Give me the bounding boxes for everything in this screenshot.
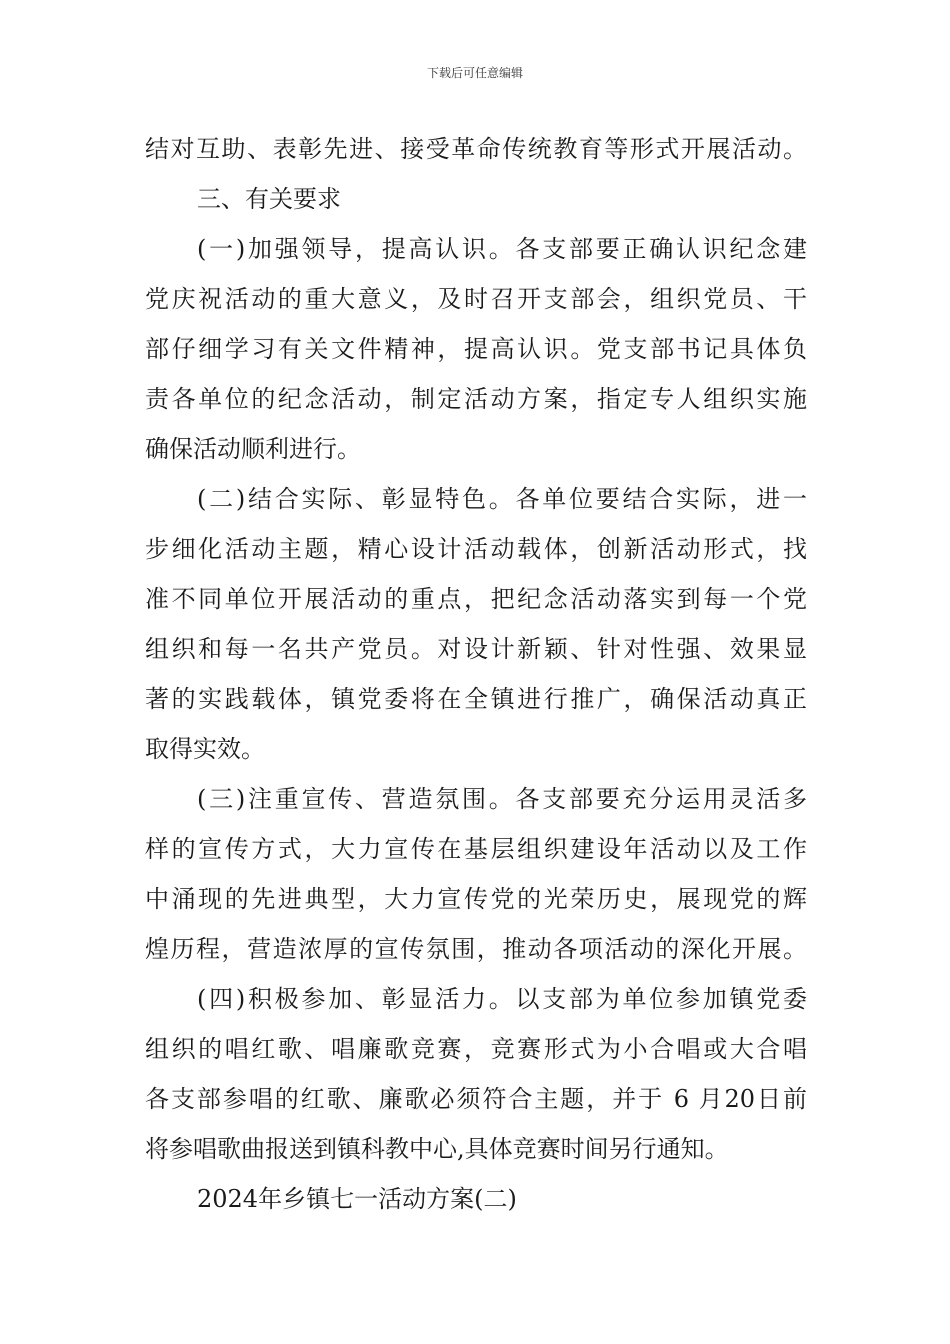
- paragraph-line: (三)注重宣传、营造氛围。各支部要充分运用灵活多: [197, 785, 807, 813]
- paragraph-line: 中涌现的先进典型，大力宣传党的光荣历史，展现党的辉: [145, 885, 807, 913]
- paragraph-line: 结对互助、表彰先进、接受革命传统教育等形式开展活动。: [145, 135, 807, 163]
- paragraph-line: 部仔细学习有关文件精神，提高认识。党支部书记具体负: [145, 335, 807, 363]
- paragraph-line: 取得实效。: [145, 735, 265, 763]
- paragraph-line: (二)结合实际、彰显特色。各单位要结合实际，进一: [197, 485, 807, 513]
- section-heading: 三、有关要求: [197, 185, 341, 213]
- paragraph-line: 各支部参唱的红歌、廉歌必须符合主题，并于 6 月20日前: [145, 1085, 807, 1113]
- paragraph-line: 组织和每一名共产党员。对设计新颖、针对性强、效果显: [145, 635, 807, 663]
- paragraph-line: 确保活动顺利进行。: [145, 435, 361, 463]
- paragraph-line: 准不同单位开展活动的重点，把纪念活动落实到每一个党: [145, 585, 807, 613]
- paragraph-line: 著的实践载体，镇党委将在全镇进行推广，确保活动真正: [145, 685, 807, 713]
- paragraph-line: 样的宣传方式，大力宣传在基层组织建设年活动以及工作: [145, 835, 807, 863]
- paragraph-line: 责各单位的纪念活动，制定活动方案，指定专人组织实施: [145, 385, 807, 413]
- paragraph-line: (四)积极参加、彰显活力。以支部为单位参加镇党委: [197, 985, 807, 1013]
- paragraph-line: 组织的唱红歌、唱廉歌竞赛，竞赛形式为小合唱或大合唱: [145, 1035, 807, 1063]
- page-header: 下载后可任意编辑: [426, 66, 523, 80]
- document-body: [145, 124, 807, 1224]
- paragraph-line: 党庆祝活动的重大意义，及时召开支部会，组织党员、干: [145, 285, 807, 313]
- paragraph-line: 煌历程，营造浓厚的宣传氛围，推动各项活动的深化开展。: [145, 935, 807, 963]
- paragraph-line: 步细化活动主题，精心设计活动载体，创新活动形式，找: [145, 535, 807, 563]
- paragraph-line: (一)加强领导，提高认识。各支部要正确认识纪念建: [197, 235, 807, 263]
- section-title: 2024年乡镇七一活动方案(二): [197, 1185, 517, 1213]
- paragraph-line: 将参唱歌曲报送到镇科教中心,具体竞赛时间另行通知。: [145, 1135, 729, 1163]
